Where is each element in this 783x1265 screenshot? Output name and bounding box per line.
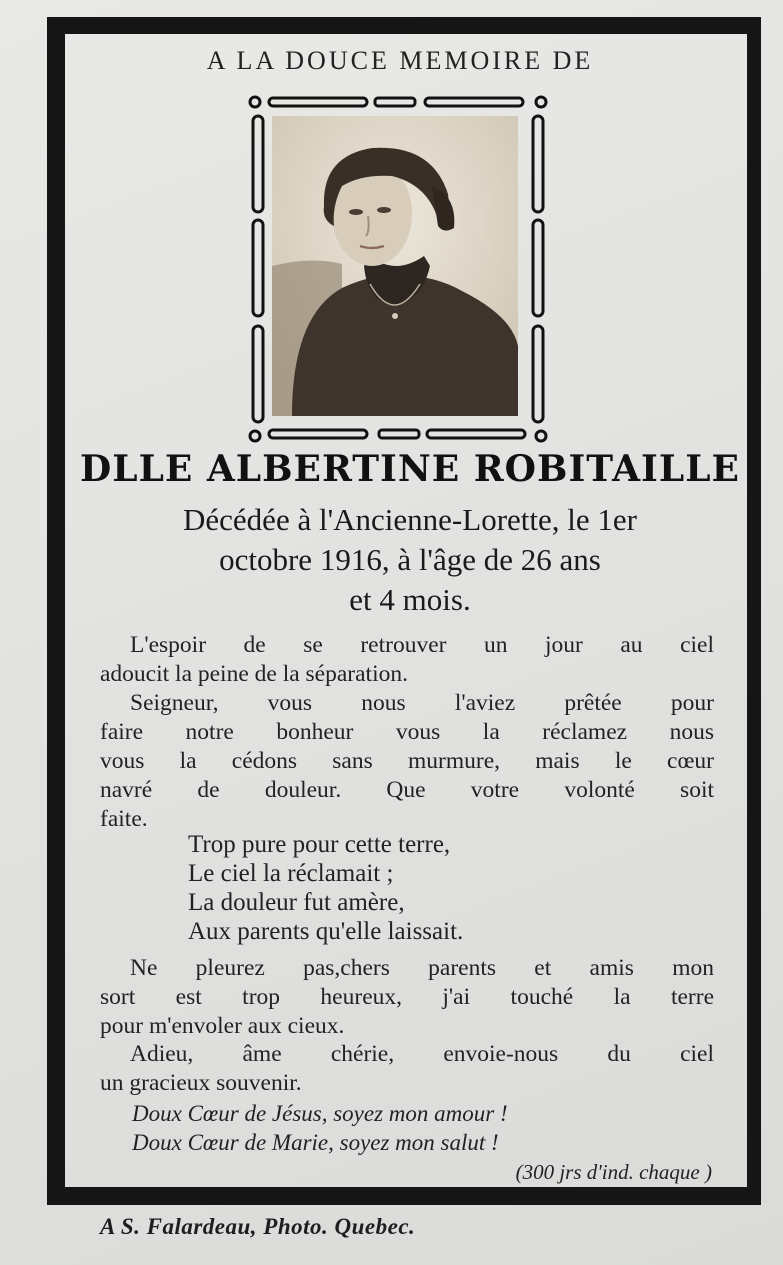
portrait-photo-icon — [272, 116, 518, 416]
death-line: et 4 mois. — [349, 582, 471, 617]
text-line: navré de douleur. Que votre volonté soit — [100, 777, 714, 803]
poem-line: Trop pure pour cette terre, — [188, 831, 451, 858]
card-header: A LA DOUCE MEMOIRE DE — [206, 46, 594, 75]
prayer-sacred-heart: Doux Cœur de Jésus, soyez mon amour ! — [132, 1101, 508, 1126]
paragraph-prayer-lord — [100, 689, 714, 834]
poem-verse — [188, 830, 608, 946]
paragraph-hope — [100, 631, 714, 689]
text-line: Seigneur, vous nous l'aviez prêtée pour — [130, 690, 714, 716]
text-line: Ne pleurez pas,chers parents et amis mon — [130, 955, 714, 981]
paragraph-do-not-weep — [100, 954, 714, 1041]
text-line: L'espoir de se retrouver un jour au ciel — [130, 632, 714, 658]
text-line: pour m'envoler aux cieux. — [100, 1013, 345, 1039]
text-line: sort est trop heureux, j'ai touché la terre — [100, 984, 714, 1010]
portrait-photo — [272, 116, 518, 416]
poem-line: Le ciel la réclamait ; — [188, 860, 394, 887]
text-line: faite. — [100, 806, 148, 832]
death-line: octobre 1916, à l'âge de 26 ans — [219, 542, 601, 577]
text-line: adoucit la peine de la séparation. — [100, 661, 408, 687]
text-line: vous la cédons sans murmure, mais le cœur — [100, 748, 714, 774]
death-line: Décédée à l'Ancienne-Lorette, le 1er — [183, 502, 637, 537]
prayer-immaculate-heart: Doux Cœur de Marie, soyez mon salut ! — [132, 1130, 499, 1155]
deceased-name: DLLE ALBERTINE ROBITAILLE — [80, 448, 740, 490]
indulgence-note: (300 jrs d'ind. chaque ) — [515, 1160, 712, 1184]
death-details — [72, 500, 748, 620]
poem-line: Aux parents qu'elle laissait. — [188, 918, 464, 945]
paragraph-farewell — [100, 1040, 714, 1098]
text-line: un gracieux souvenir. — [100, 1070, 302, 1096]
photographer-credit: A S. Falardeau, Photo. Quebec. — [100, 1214, 416, 1239]
text-line: faire notre bonheur vous la réclamez nous — [100, 719, 714, 745]
poem-line: La douleur fut amère, — [188, 889, 405, 916]
text-line: Adieu, âme chérie, envoie-nous du ciel — [130, 1041, 714, 1067]
